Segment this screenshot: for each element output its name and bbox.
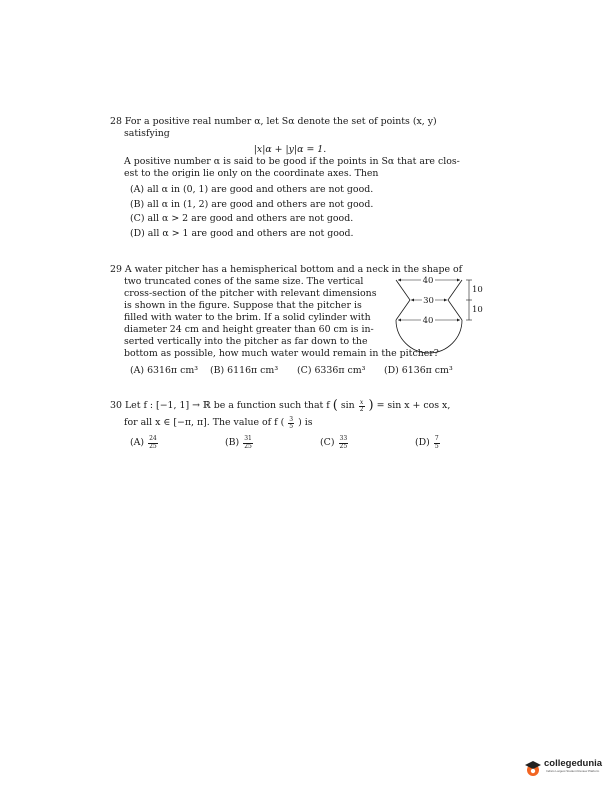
q29-number: 29 — [110, 264, 122, 275]
q29-line6: diameter 24 cm and height greater than 60 cm is in- — [124, 324, 374, 336]
q29-line4: is shown in the figure. Suppose that the pitcher is — [124, 300, 362, 312]
f-argument-fraction: $\frac{3}{5}$ — [289, 415, 294, 430]
q28-option-b[interactable]: (B) all α in (1, 2) are good and others are not good. — [130, 198, 374, 210]
q30-option-b[interactable]: (B) $\frac{31}{25}$ — [225, 435, 252, 450]
q30-option-a[interactable]: (A) $\frac{24}{25}$ — [130, 435, 157, 450]
q29-option-d[interactable]: (D) 6136π cm³ — [384, 365, 453, 377]
upper-height-label: 10 — [472, 285, 483, 295]
q28-option-c[interactable]: (C) all α > 2 are good and others are not good. — [130, 213, 354, 225]
q29-line3: cross-section of the pitcher with relevant dimensions — [124, 288, 377, 300]
q29-line1: 29 A water pitcher has a hemispherical bottom and a neck in the shape of — [110, 264, 463, 275]
q29-line8: bottom as possible, how much water would remain in the pitcher? — [124, 348, 439, 360]
pitcher-diagram — [388, 274, 484, 370]
q29-option-b[interactable]: (B) 6116π cm³ — [210, 365, 279, 377]
logo-tagline: India's Largest Student Review Platform — [546, 769, 600, 773]
pitcher-outline-right — [448, 280, 462, 320]
collegedunia-logo — [524, 756, 612, 782]
q28-equation: |x|α + |y|α = 1. — [253, 144, 327, 156]
question-28 — [110, 116, 470, 241]
q30-line1: 30 Let f : [−1, 1] → ℝ be a function such that f ( sin $\frac{x}{2}$ ) = sin x + cos x, — [110, 398, 451, 413]
graduation-cap-icon — [524, 759, 542, 777]
q28-line4: est to the origin lie only on the coordinate axes. Then — [124, 168, 379, 180]
q28-options — [110, 183, 470, 241]
logo-name: collegedunia — [544, 758, 603, 769]
middle-width-label: 30 — [423, 296, 434, 306]
q30-option-d[interactable]: (D) $\frac{7}{5}$ — [415, 435, 439, 450]
q28-line2: satisfying — [124, 128, 170, 140]
q29-option-c[interactable]: (C) 6336π cm³ — [297, 365, 366, 377]
q28-option-a[interactable]: (A) all α in (0, 1) are good and others are not good. — [130, 184, 374, 196]
q29-line7: serted vertically into the pitcher as far down to the — [124, 336, 368, 348]
pitcher-figure — [388, 274, 484, 370]
q29-line5: filled with water to the brim. If a solid cylinder with — [124, 312, 371, 324]
lower-height-label: 10 — [472, 305, 483, 315]
bottom-width-label: 40 — [422, 316, 434, 326]
top-width-label: 40 — [422, 276, 434, 286]
q28-option-d[interactable]: (D) all α > 1 are good and others are not good. — [130, 227, 354, 239]
pitcher-outline — [396, 280, 410, 320]
sin-argument-fraction: $\frac{x}{2}$ — [359, 398, 364, 413]
q30-line2: for all x ∈ [−π, π]. The value of f ( $\frac{3}{5}$ ) is — [124, 415, 313, 430]
q30-number: 30 — [110, 400, 122, 412]
q30-options — [110, 436, 480, 450]
q29-line2: two truncated cones of the same size. The vertical — [124, 276, 364, 288]
q29-option-a[interactable]: (A) 6316π cm³ — [130, 365, 198, 377]
q30-option-c[interactable]: (C) $\frac{33}{25}$ — [320, 435, 348, 450]
q28-line3: A positive number α is said to be good if the points in Sα that are clos- — [124, 156, 460, 168]
q28-line1: 28 For a positive real number α, let Sα denote the set of points (x, y) — [110, 116, 437, 127]
q28-number: 28 — [110, 116, 122, 127]
question-30 — [110, 398, 480, 450]
